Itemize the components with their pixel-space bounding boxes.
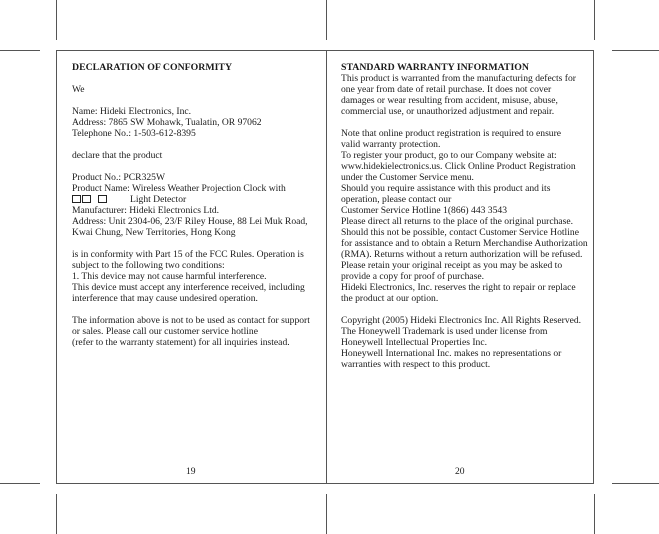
crop-mark [326,494,327,534]
page-left [72,62,318,348]
registration-line: for assistance and to obtain a Return Merchandise Authorization [341,238,588,249]
page-right [341,62,588,370]
manufacturer-address: Address: Unit 2304-06, 23/F Riley House, 88 Lei Muk Road, [72,216,308,227]
product-name-continued [72,194,318,205]
conformity-line: is in conformity with Part 15 of the FCC Rules. Operation is [72,249,304,260]
notice-line: (refer to the warranty statement) for all inquiries instead. [72,337,290,348]
registration-line: Please direct all returns to the place of the original purchase. [341,216,574,227]
warranty-title: STANDARD WARRANTY INFORMATION [341,62,529,73]
registration-line: under the Customer Service menu. [341,172,474,183]
registration-line: operation, please contact our [341,194,452,205]
warranty-line: one year from date of retail purchase. It does not cover [341,84,552,95]
registration-line: Should this not be possible, contact Customer Service Hotline [341,227,579,238]
warranty-line: damages or wear resulting from accident, misuse, abuse, [341,95,558,106]
registration-line: Should you require assistance with this product and its [341,183,551,194]
registration-line: (RMA). Returns without a return authorization will be refused. [341,249,583,260]
declaration-title: DECLARATION OF CONFORMITY [72,62,233,73]
notice-line: or sales. Please call our customer service hotline [72,326,258,337]
applicant-telephone: Telephone No.: 1-503-612-8395 [72,128,196,139]
crop-mark [0,483,40,484]
crop-mark [612,483,659,484]
copyright-line: The Honeywell Trademark is used under license from [341,326,548,337]
hotline-line: Customer Service Hotline 1(866) 443 3543 [341,205,507,216]
page-number-left: 19 [186,466,196,477]
crop-mark [0,50,40,51]
registration-line: To register your product, go to our Company website at: [341,150,557,161]
warranty-line: commercial use, or unauthorized adjustment and repair. [341,106,555,117]
applicant-name: Name: Hideki Electronics, Inc. [72,106,192,117]
crop-mark [594,0,595,40]
registration-line: www.hidekielectronics.us. Click Online Product Registration [341,161,576,172]
product-number: Product No.: PCR325W [72,172,166,183]
registration-line: Please retain your original receipt as you may be asked to [341,260,563,271]
we-line: We [72,84,85,95]
page-divider [326,50,327,484]
manufacturer-address-cont: Kwai Chung, New Territories, Hong Kong [72,227,236,238]
registration-line: Hideki Electronics, Inc. reserves the right to repair or replace [341,282,576,293]
conformity-line: interference that may cause undesired operation. [72,293,258,304]
notice-line: The information above is not to be used as contact for support [72,315,310,326]
crop-mark [56,494,57,534]
crop-mark [594,494,595,534]
missing-glyph-icons [72,194,130,205]
declare-line: declare that the product [72,150,163,161]
copyright-line: warranties with respect to this product. [341,359,491,370]
product-name: Product Name: Wireless Weather Projection Clock with [72,183,286,194]
conformity-line: 1. This device may not cause harmful interference. [72,271,267,282]
conformity-line: This device must accept any interference received, including [72,282,305,293]
crop-mark [612,50,659,51]
conformity-line: subject to the following two conditions: [72,260,225,271]
light-detector-text: Light Detector [130,194,187,205]
copyright-line: Honeywell International Inc. makes no representations or [341,348,562,359]
registration-line: the product at our option. [341,293,439,304]
applicant-address: Address: 7865 SW Mohawk, Tualatin, OR 97062 [72,117,262,128]
crop-mark [326,0,327,40]
copyright-line: Honeywell Intellectual Properties Inc. [341,337,487,348]
registration-line: valid warranty protection. [341,139,441,150]
page-number-right: 20 [455,466,465,477]
registration-line: provide a copy for proof of purchase. [341,271,485,282]
warranty-line: This product is warranted from the manufacturing defects for [341,73,576,84]
copyright-line: Copyright (2005) Hideki Electronics Inc. All Rights Reserved. [341,315,582,326]
manufacturer-name: Manufacturer: Hideki Electronics Ltd. [72,205,220,216]
crop-mark [56,0,57,40]
registration-line: Note that online product registration is required to ensure [341,128,562,139]
